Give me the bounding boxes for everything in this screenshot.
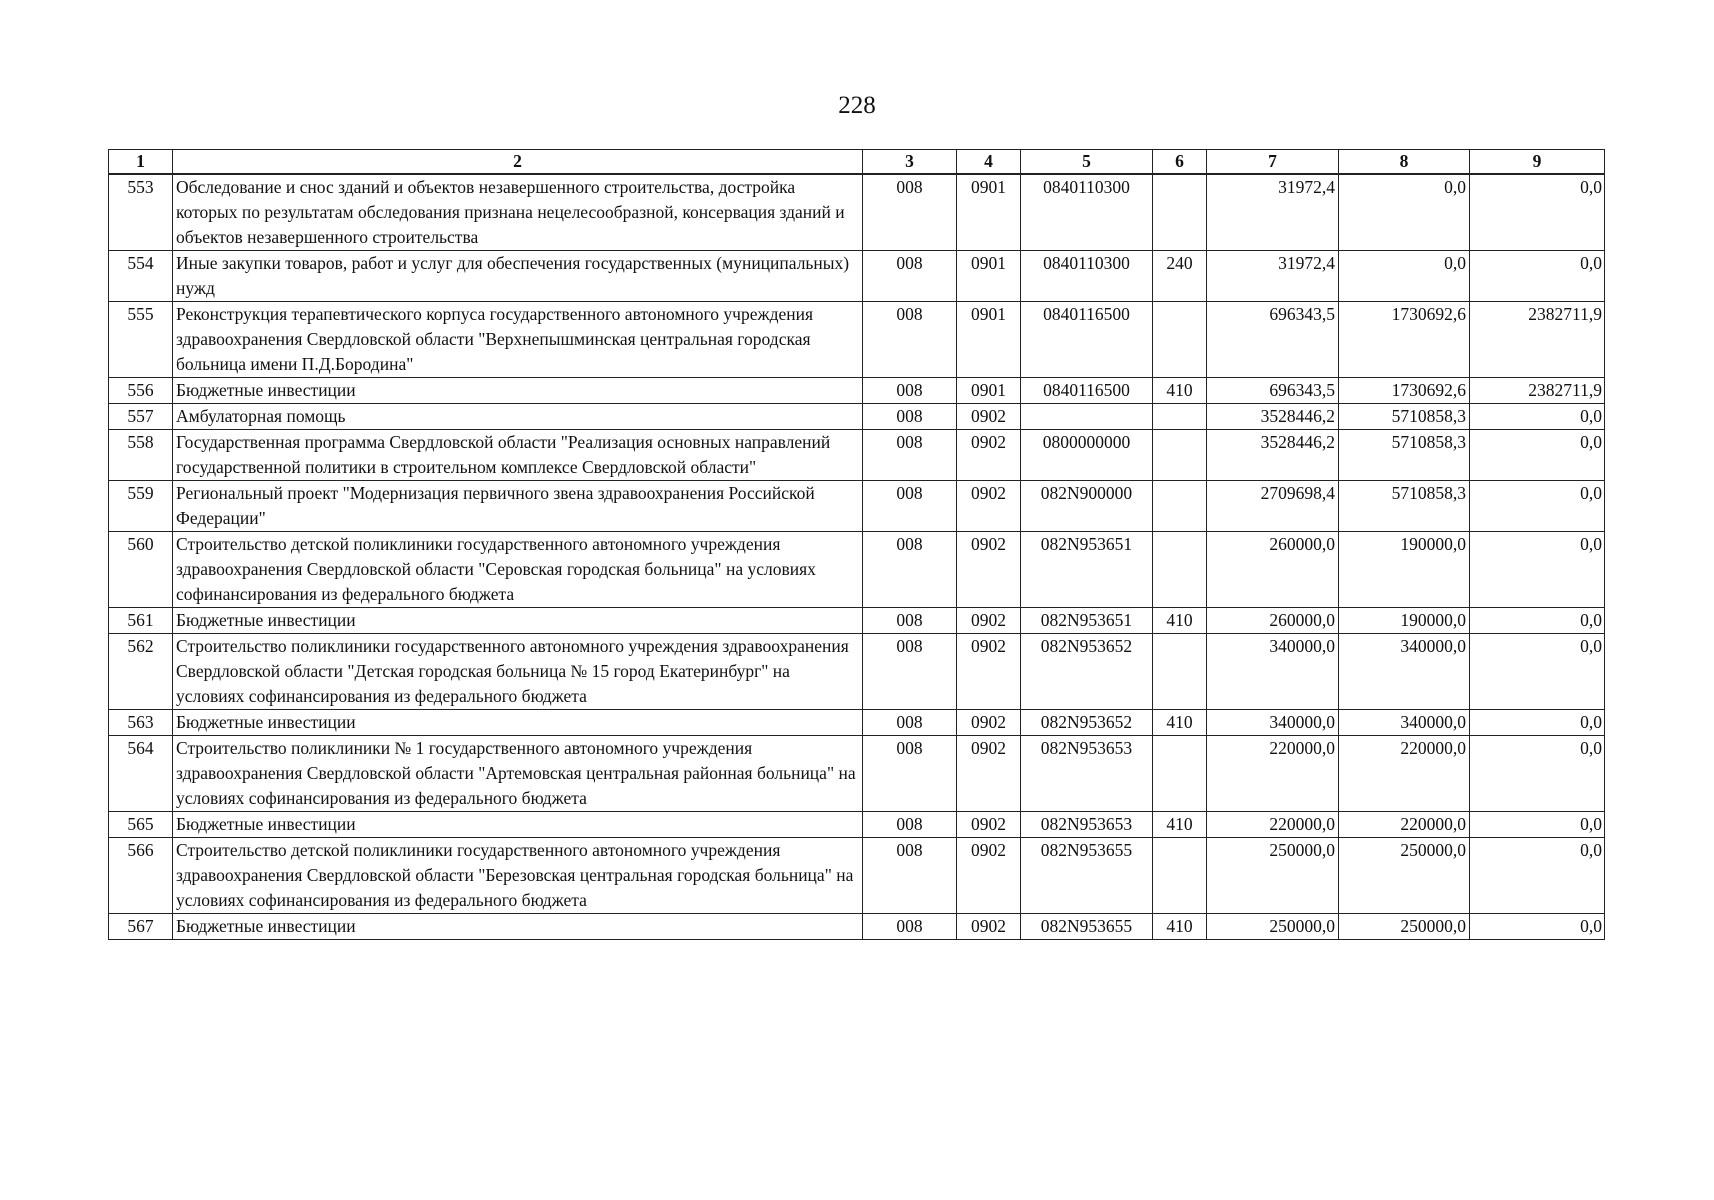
amount-col8-cell: 0,0 xyxy=(1339,251,1470,302)
column-header: 2 xyxy=(173,150,863,175)
amount-col8-cell: 190000,0 xyxy=(1339,608,1470,634)
section-code-cell: 0902 xyxy=(957,812,1021,838)
amount-col9-cell: 2382711,9 xyxy=(1470,378,1605,404)
target-article-cell: 082N953653 xyxy=(1021,812,1153,838)
table-row xyxy=(109,634,1605,710)
department-code-cell: 008 xyxy=(863,634,957,710)
section-code-cell: 0902 xyxy=(957,914,1021,940)
row-number-cell: 557 xyxy=(109,404,173,430)
column-header: 9 xyxy=(1470,150,1605,175)
expense-type-cell xyxy=(1153,736,1207,812)
row-number-cell: 564 xyxy=(109,736,173,812)
target-article-cell: 082N953655 xyxy=(1021,914,1153,940)
amount-col7-cell: 3528446,2 xyxy=(1207,404,1339,430)
target-article-cell: 082N953652 xyxy=(1021,710,1153,736)
table-row xyxy=(109,914,1605,940)
amount-col7-cell: 696343,5 xyxy=(1207,302,1339,378)
amount-col8-cell: 220000,0 xyxy=(1339,736,1470,812)
amount-col7-cell: 220000,0 xyxy=(1207,812,1339,838)
amount-col9-cell: 0,0 xyxy=(1470,251,1605,302)
table-row xyxy=(109,710,1605,736)
column-header: 5 xyxy=(1021,150,1153,175)
table-row xyxy=(109,608,1605,634)
item-name-cell: Бюджетные инвестиции xyxy=(173,608,863,634)
table-row xyxy=(109,404,1605,430)
target-article-cell: 082N953653 xyxy=(1021,736,1153,812)
amount-col9-cell: 0,0 xyxy=(1470,736,1605,812)
row-number-cell: 556 xyxy=(109,378,173,404)
table-row xyxy=(109,174,1605,251)
amount-col9-cell: 0,0 xyxy=(1470,914,1605,940)
amount-col8-cell: 1730692,6 xyxy=(1339,302,1470,378)
department-code-cell: 008 xyxy=(863,532,957,608)
expense-type-cell: 410 xyxy=(1153,378,1207,404)
section-code-cell: 0902 xyxy=(957,838,1021,914)
expense-type-cell: 410 xyxy=(1153,914,1207,940)
amount-col8-cell: 5710858,3 xyxy=(1339,404,1470,430)
expense-type-cell xyxy=(1153,302,1207,378)
amount-col9-cell: 0,0 xyxy=(1470,430,1605,481)
column-header: 7 xyxy=(1207,150,1339,175)
item-name-cell: Строительство детской поликлиники государственного автономного учреждения здравоохранения Свердловской области "Серовская городская больница" на условиях софинансирования из федерального бюджета xyxy=(173,532,863,608)
section-code-cell: 0902 xyxy=(957,634,1021,710)
row-number-cell: 566 xyxy=(109,838,173,914)
column-header: 3 xyxy=(863,150,957,175)
item-name-cell: Иные закупки товаров, работ и услуг для обеспечения государственных (муниципальных) нужд xyxy=(173,251,863,302)
column-header: 1 xyxy=(109,150,173,175)
amount-col9-cell: 0,0 xyxy=(1470,481,1605,532)
item-name-cell: Строительство поликлиники государственного автономного учреждения здравоохранения Свердловской области "Детская городская больница № 15 город Екатеринбург" на условиях софинансирования из федерального бюджета xyxy=(173,634,863,710)
row-number-cell: 560 xyxy=(109,532,173,608)
amount-col8-cell: 5710858,3 xyxy=(1339,430,1470,481)
amount-col9-cell: 0,0 xyxy=(1470,710,1605,736)
target-article-cell: 082N953655 xyxy=(1021,838,1153,914)
target-article-cell: 0840116500 xyxy=(1021,378,1153,404)
section-code-cell: 0901 xyxy=(957,302,1021,378)
department-code-cell: 008 xyxy=(863,608,957,634)
section-code-cell: 0902 xyxy=(957,608,1021,634)
expense-type-cell xyxy=(1153,481,1207,532)
department-code-cell: 008 xyxy=(863,404,957,430)
amount-col7-cell: 696343,5 xyxy=(1207,378,1339,404)
row-number-cell: 559 xyxy=(109,481,173,532)
expense-type-cell: 410 xyxy=(1153,608,1207,634)
target-article-cell: 082N953651 xyxy=(1021,532,1153,608)
amount-col7-cell: 2709698,4 xyxy=(1207,481,1339,532)
section-code-cell: 0902 xyxy=(957,404,1021,430)
table-header-row xyxy=(109,150,1605,175)
target-article-cell: 082N953651 xyxy=(1021,608,1153,634)
section-code-cell: 0902 xyxy=(957,532,1021,608)
target-article-cell xyxy=(1021,404,1153,430)
row-number-cell: 554 xyxy=(109,251,173,302)
expense-type-cell xyxy=(1153,174,1207,251)
amount-col8-cell: 340000,0 xyxy=(1339,634,1470,710)
row-number-cell: 562 xyxy=(109,634,173,710)
item-name-cell: Амбулаторная помощь xyxy=(173,404,863,430)
row-number-cell: 553 xyxy=(109,174,173,251)
row-number-cell: 558 xyxy=(109,430,173,481)
target-article-cell: 0840116500 xyxy=(1021,302,1153,378)
table-row xyxy=(109,838,1605,914)
department-code-cell: 008 xyxy=(863,430,957,481)
item-name-cell: Бюджетные инвестиции xyxy=(173,378,863,404)
department-code-cell: 008 xyxy=(863,251,957,302)
row-number-cell: 561 xyxy=(109,608,173,634)
amount-col8-cell: 190000,0 xyxy=(1339,532,1470,608)
amount-col8-cell: 220000,0 xyxy=(1339,812,1470,838)
amount-col9-cell: 0,0 xyxy=(1470,812,1605,838)
column-header: 4 xyxy=(957,150,1021,175)
amount-col7-cell: 31972,4 xyxy=(1207,251,1339,302)
table-row xyxy=(109,532,1605,608)
expense-type-cell: 410 xyxy=(1153,710,1207,736)
table-row xyxy=(109,378,1605,404)
expense-type-cell xyxy=(1153,634,1207,710)
table-row xyxy=(109,812,1605,838)
department-code-cell: 008 xyxy=(863,378,957,404)
budget-table xyxy=(108,149,1605,940)
department-code-cell: 008 xyxy=(863,812,957,838)
amount-col8-cell: 1730692,6 xyxy=(1339,378,1470,404)
amount-col7-cell: 340000,0 xyxy=(1207,634,1339,710)
table-row xyxy=(109,251,1605,302)
section-code-cell: 0902 xyxy=(957,710,1021,736)
section-code-cell: 0902 xyxy=(957,430,1021,481)
section-code-cell: 0901 xyxy=(957,378,1021,404)
target-article-cell: 082N953652 xyxy=(1021,634,1153,710)
amount-col9-cell: 0,0 xyxy=(1470,608,1605,634)
item-name-cell: Региональный проект "Модернизация первичного звена здравоохранения Российской Федерации" xyxy=(173,481,863,532)
department-code-cell: 008 xyxy=(863,914,957,940)
expense-type-cell xyxy=(1153,430,1207,481)
department-code-cell: 008 xyxy=(863,302,957,378)
section-code-cell: 0902 xyxy=(957,736,1021,812)
table-row xyxy=(109,430,1605,481)
page-number: 228 xyxy=(838,92,876,119)
item-name-cell: Бюджетные инвестиции xyxy=(173,914,863,940)
target-article-cell: 0840110300 xyxy=(1021,174,1153,251)
amount-col8-cell: 250000,0 xyxy=(1339,838,1470,914)
amount-col9-cell: 2382711,9 xyxy=(1470,302,1605,378)
row-number-cell: 563 xyxy=(109,710,173,736)
department-code-cell: 008 xyxy=(863,736,957,812)
item-name-cell: Строительство детской поликлиники государственного автономного учреждения здравоохранения Свердловской области "Березовская центральная городская больница" на условиях софинансирования из федерального бюджета xyxy=(173,838,863,914)
amount-col7-cell: 260000,0 xyxy=(1207,608,1339,634)
item-name-cell: Строительство поликлиники № 1 государственного автономного учреждения здравоохранения Свердловской области "Артемовская центральная районная больница" на условиях софинансирования из федерального бюджета xyxy=(173,736,863,812)
row-number-cell: 555 xyxy=(109,302,173,378)
department-code-cell: 008 xyxy=(863,174,957,251)
amount-col7-cell: 220000,0 xyxy=(1207,736,1339,812)
amount-col9-cell: 0,0 xyxy=(1470,174,1605,251)
table-row xyxy=(109,736,1605,812)
row-number-cell: 565 xyxy=(109,812,173,838)
amount-col7-cell: 250000,0 xyxy=(1207,838,1339,914)
target-article-cell: 082N900000 xyxy=(1021,481,1153,532)
department-code-cell: 008 xyxy=(863,710,957,736)
section-code-cell: 0902 xyxy=(957,481,1021,532)
amount-col8-cell: 5710858,3 xyxy=(1339,481,1470,532)
table-row xyxy=(109,302,1605,378)
amount-col7-cell: 250000,0 xyxy=(1207,914,1339,940)
section-code-cell: 0901 xyxy=(957,174,1021,251)
amount-col9-cell: 0,0 xyxy=(1470,634,1605,710)
amount-col9-cell: 0,0 xyxy=(1470,404,1605,430)
target-article-cell: 0840110300 xyxy=(1021,251,1153,302)
expense-type-cell xyxy=(1153,838,1207,914)
row-number-cell: 567 xyxy=(109,914,173,940)
item-name-cell: Реконструкция терапевтического корпуса государственного автономного учреждения здравоохранения Свердловской области "Верхнепышминская центральная городская больница имени П.Д.Бородина" xyxy=(173,302,863,378)
item-name-cell: Обследование и снос зданий и объектов незавершенного строительства, достройка которых по результатам обследования признана нецелесообразной, консервация зданий и объектов незавершенного строительства xyxy=(173,174,863,251)
expense-type-cell xyxy=(1153,532,1207,608)
column-header: 8 xyxy=(1339,150,1470,175)
column-header: 6 xyxy=(1153,150,1207,175)
amount-col8-cell: 250000,0 xyxy=(1339,914,1470,940)
department-code-cell: 008 xyxy=(863,838,957,914)
amount-col9-cell: 0,0 xyxy=(1470,838,1605,914)
expense-type-cell: 410 xyxy=(1153,812,1207,838)
amount-col7-cell: 340000,0 xyxy=(1207,710,1339,736)
item-name-cell: Государственная программа Свердловской области "Реализация основных направлений государственной политики в строительном комплексе Свердловской области" xyxy=(173,430,863,481)
amount-col7-cell: 3528446,2 xyxy=(1207,430,1339,481)
table-row xyxy=(109,481,1605,532)
expense-type-cell: 240 xyxy=(1153,251,1207,302)
department-code-cell: 008 xyxy=(863,481,957,532)
section-code-cell: 0901 xyxy=(957,251,1021,302)
target-article-cell: 0800000000 xyxy=(1021,430,1153,481)
amount-col8-cell: 0,0 xyxy=(1339,174,1470,251)
expense-type-cell xyxy=(1153,404,1207,430)
item-name-cell: Бюджетные инвестиции xyxy=(173,710,863,736)
amount-col8-cell: 340000,0 xyxy=(1339,710,1470,736)
table-body xyxy=(109,174,1605,940)
amount-col9-cell: 0,0 xyxy=(1470,532,1605,608)
item-name-cell: Бюджетные инвестиции xyxy=(173,812,863,838)
amount-col7-cell: 31972,4 xyxy=(1207,174,1339,251)
amount-col7-cell: 260000,0 xyxy=(1207,532,1339,608)
